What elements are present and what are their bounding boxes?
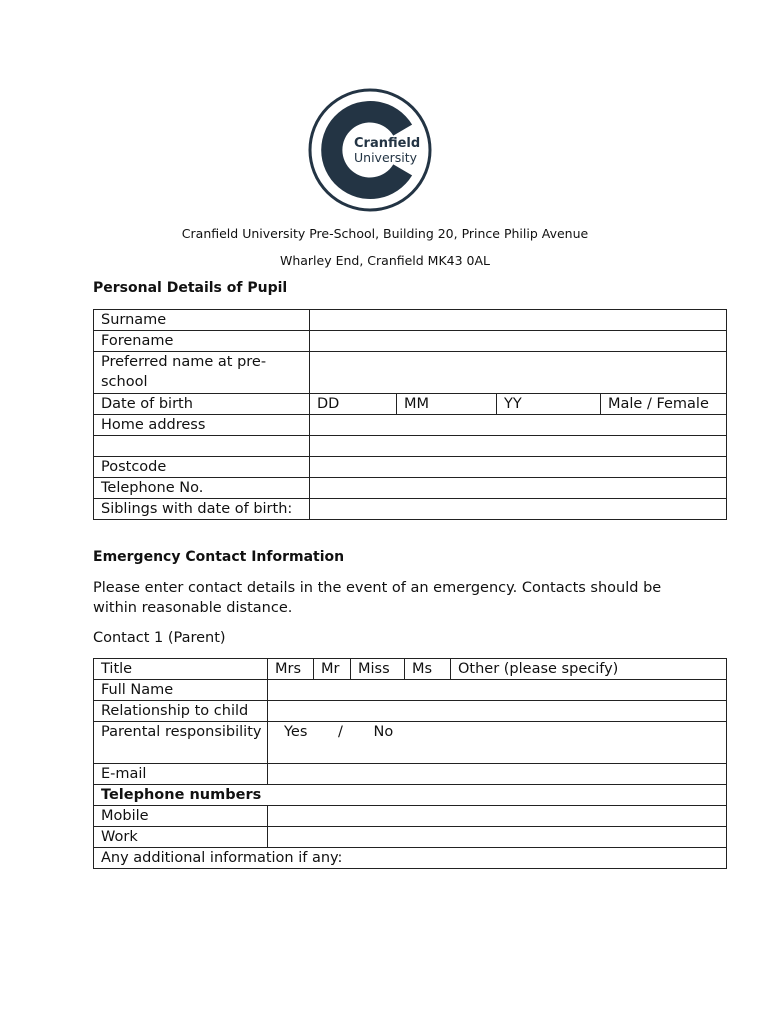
full-name-field[interactable] (268, 680, 727, 701)
dob-month-field[interactable]: MM (397, 394, 497, 415)
parental-yes-option[interactable]: Yes (284, 724, 308, 740)
emergency-contact-table (93, 658, 727, 869)
table-row (94, 701, 727, 722)
additional-info-field[interactable]: Any additional information if any: (94, 848, 727, 869)
gender-field[interactable]: Male / Female (601, 394, 727, 415)
telephone-field[interactable] (310, 478, 727, 499)
table-row (94, 848, 727, 869)
title-option-miss[interactable]: Miss (351, 659, 405, 680)
table-row (94, 499, 727, 520)
parental-responsibility-label: Parental responsibility (94, 722, 268, 764)
home-address-field-line-2[interactable] (310, 436, 727, 457)
personal-details-table (93, 309, 727, 520)
title-option-ms[interactable]: Ms (405, 659, 451, 680)
address-line-1: Cranfield University Pre-School, Building 20, Prince Philip Avenue (181, 226, 589, 241)
personal-details-heading: Personal Details of Pupil (93, 280, 288, 296)
table-row (94, 415, 727, 436)
home-address-label: Home address (94, 415, 310, 436)
parental-separator: / (338, 724, 343, 740)
mobile-field[interactable] (268, 806, 727, 827)
home-address-field[interactable] (310, 415, 727, 436)
table-row (94, 352, 727, 394)
home-address-label-continued (94, 436, 310, 457)
email-field[interactable] (268, 764, 727, 785)
dob-year-field[interactable]: YY (497, 394, 601, 415)
parental-no-option[interactable]: No (373, 724, 394, 740)
table-row (94, 764, 727, 785)
telephone-numbers-heading: Telephone numbers (94, 785, 727, 806)
table-row (94, 394, 727, 415)
contact-1-label: Contact 1 (Parent) (93, 630, 226, 646)
postcode-field[interactable] (310, 457, 727, 478)
table-row (94, 785, 727, 806)
telephone-label: Telephone No. (94, 478, 310, 499)
parental-responsibility-field[interactable] (268, 722, 727, 764)
work-label: Work (94, 827, 268, 848)
surname-label: Surname (94, 310, 310, 331)
forename-label: Forename (94, 331, 310, 352)
preferred-name-field[interactable] (310, 352, 727, 394)
title-option-other[interactable]: Other (please specify) (451, 659, 727, 680)
table-row (94, 331, 727, 352)
table-row (94, 722, 727, 764)
address-line-2: Wharley End, Cranfield MK43 0AL (279, 253, 491, 268)
table-row (94, 827, 727, 848)
forename-field[interactable] (310, 331, 727, 352)
work-field[interactable] (268, 827, 727, 848)
table-row (94, 310, 727, 331)
relationship-label: Relationship to child (94, 701, 268, 722)
title-option-mr[interactable]: Mr (314, 659, 351, 680)
title-label: Title (94, 659, 268, 680)
mobile-label: Mobile (94, 806, 268, 827)
preferred-name-label: Preferred name at pre-school (94, 352, 310, 394)
emergency-contact-heading: Emergency Contact Information (93, 549, 345, 565)
postcode-label: Postcode (94, 457, 310, 478)
table-row (94, 457, 727, 478)
dob-label: Date of birth (94, 394, 310, 415)
emergency-instructions: Please enter contact details in the event of an emergency. Contacts should be within reasonable distance. (93, 580, 662, 616)
siblings-label: Siblings with date of birth: (94, 499, 310, 520)
table-row (94, 478, 727, 499)
siblings-field[interactable] (310, 499, 727, 520)
full-name-label: Full Name (94, 680, 268, 701)
surname-field[interactable] (310, 310, 727, 331)
table-row (94, 436, 727, 457)
email-label: E-mail (94, 764, 268, 785)
logo-text-line1: Cranfield (354, 136, 421, 151)
title-option-mrs[interactable]: Mrs (268, 659, 314, 680)
table-row (94, 680, 727, 701)
table-row (94, 659, 727, 680)
cranfield-university-logo (308, 88, 432, 212)
dob-day-field[interactable]: DD (310, 394, 397, 415)
logo-text-line2: University (354, 150, 418, 165)
table-row (94, 806, 727, 827)
relationship-field[interactable] (268, 701, 727, 722)
